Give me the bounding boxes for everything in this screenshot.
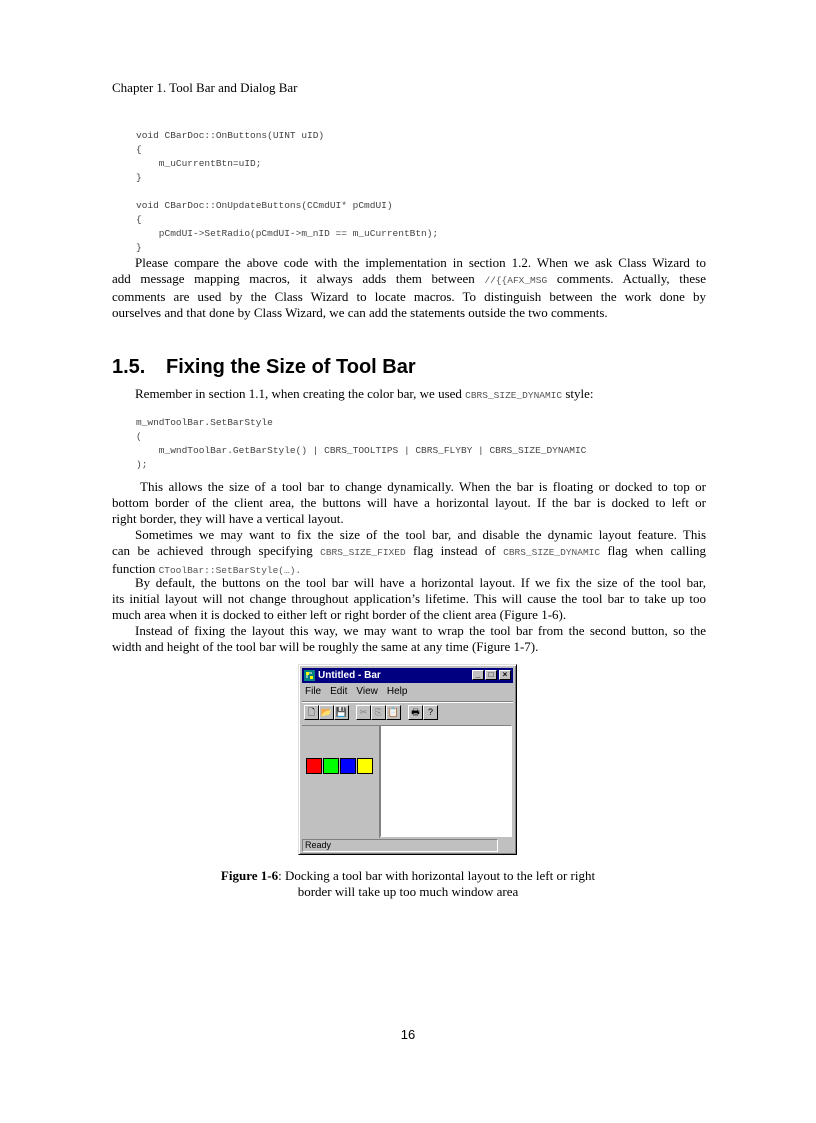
menu-edit[interactable]: Edit <box>330 686 348 697</box>
figure-label: Figure 1-6 <box>220 868 279 883</box>
para-line: comments are used by the Class Wizard to locate macros. To distinguish between the work done by <box>112 289 706 304</box>
para-line: Sometimes we may want to fix the size of the tool bar, and disable the dynamic layout feature. This <box>135 527 706 542</box>
cut-icon[interactable]: ✂ <box>356 705 371 720</box>
text: can be achieved through specifying <box>112 543 313 558</box>
inline-code: CBRS_SIZE_FIXED <box>320 547 406 558</box>
close-button[interactable]: × <box>499 670 511 680</box>
menu-file[interactable]: File <box>305 686 322 697</box>
paragraph-fix-size <box>112 527 706 579</box>
page-number: 16 <box>400 1027 416 1042</box>
figure-caption <box>212 868 604 900</box>
caption-text: : Docking a tool bar with horizontal layout to the left or right border will take up too much window area <box>278 868 596 899</box>
text: comments. Actually, these <box>556 271 706 286</box>
color-button-green[interactable] <box>323 758 339 774</box>
menu-view[interactable]: View <box>356 686 378 697</box>
inline-code: CBRS_SIZE_DYNAMIC <box>465 390 563 401</box>
window-title: Untitled - Bar <box>318 670 381 681</box>
paragraph-default-layout <box>112 575 706 623</box>
text: add message mapping macros, it always adds them between <box>112 271 475 286</box>
para-line: Please compare the above code with the implementation in section 1.2. When we ask Class Wizard to <box>135 255 706 270</box>
inline-code: //{{AFX_MSG <box>484 275 548 286</box>
copy-icon[interactable]: ⎘ <box>371 705 386 720</box>
paste-icon[interactable]: 📋 <box>386 705 401 720</box>
save-icon[interactable]: 💾 <box>334 705 349 720</box>
para-line: By default, the buttons on the tool bar will have a horizontal layout. If we fix the size of the tool bar, <box>135 575 706 590</box>
paragraph-dynamic <box>112 479 706 527</box>
para-line: bottom border of the client area, the buttons will have a horizontal layout. If the bar is docked to left or <box>112 495 706 510</box>
section-number: 1.5. <box>112 356 146 378</box>
minimize-button[interactable]: _ <box>472 670 484 680</box>
running-header: Chapter 1. Tool Bar and Dialog Bar <box>112 80 298 95</box>
help-icon[interactable]: ? <box>423 705 438 720</box>
text: flag when calling <box>607 543 707 558</box>
main-toolbar <box>302 701 513 724</box>
para-line: ourselves and that done by Class Wizard, we can add the statements outside the two comments. <box>112 305 608 320</box>
app-icon <box>304 670 315 681</box>
color-button-red[interactable] <box>306 758 322 774</box>
menu-bar <box>302 684 513 699</box>
color-button-blue[interactable] <box>340 758 356 774</box>
section-heading <box>112 356 416 379</box>
menu-help[interactable]: Help <box>386 686 408 697</box>
para-line: right border, they will have a vertical layout. <box>112 511 344 526</box>
new-file-icon[interactable]: 🗋 <box>304 705 319 720</box>
section-title: Fixing the Size of Tool Bar <box>166 356 416 378</box>
text: function <box>112 561 156 576</box>
docked-color-bar <box>302 725 380 838</box>
text: Remember in section 1.1, when creating the color bar, we used <box>135 386 462 401</box>
text: style: <box>565 386 594 401</box>
status-text: Ready <box>302 839 498 852</box>
paragraph-wrap <box>112 623 706 655</box>
code-block-setbarstyle: m_wndToolBar.SetBarStyle ( m_wndToolBar.GetBarStyle() | CBRS_TOOLTIPS | CBRS_FLYBY | CBRS_SIZE_DYNAMIC ); <box>136 417 587 470</box>
print-icon[interactable]: 🖶 <box>408 705 423 720</box>
para-line <box>112 271 706 289</box>
maximize-button[interactable]: □ <box>485 670 497 680</box>
text: flag instead of <box>413 543 496 558</box>
client-area[interactable] <box>380 725 512 837</box>
para-line: its initial layout will not change throughout application’s lifetime. This will cause the tool bar to take up too <box>112 591 706 606</box>
open-folder-icon[interactable]: 📂 <box>319 705 334 720</box>
figure-window <box>298 664 517 855</box>
color-button-yellow[interactable] <box>357 758 373 774</box>
para-line <box>112 386 706 404</box>
title-bar[interactable] <box>302 668 513 683</box>
para-line <box>112 543 706 561</box>
para-line: width and height of the tool bar will be roughly the same at any time (Figure 1-7). <box>112 639 539 654</box>
para-line: This allows the size of a tool bar to change dynamically. When the bar is floating or docked to top or <box>140 479 706 494</box>
status-bar <box>302 839 513 853</box>
paragraph-class-wizard <box>112 255 706 321</box>
paragraph-remember <box>112 386 706 404</box>
inline-code: CBRS_SIZE_DYNAMIC <box>503 547 601 558</box>
para-line: Instead of fixing the layout this way, we may want to wrap the tool bar from the second button, so the <box>135 623 706 638</box>
code-block-onbuttons: void CBarDoc::OnButtons(UINT uID) { m_uCurrentBtn=uID; } void CBarDoc::OnUpdateButtons(CCmdUI* pCmdUI) { pCmdUI->SetRadio(pCmdUI->m_nID == m_uCurrentBtn); } <box>136 130 439 253</box>
inline-code: CToolBar::SetBarStyle(…). <box>158 565 302 576</box>
para-line: much area when it is docked to either left or right border of the client area (Figure 1-6). <box>112 607 567 622</box>
